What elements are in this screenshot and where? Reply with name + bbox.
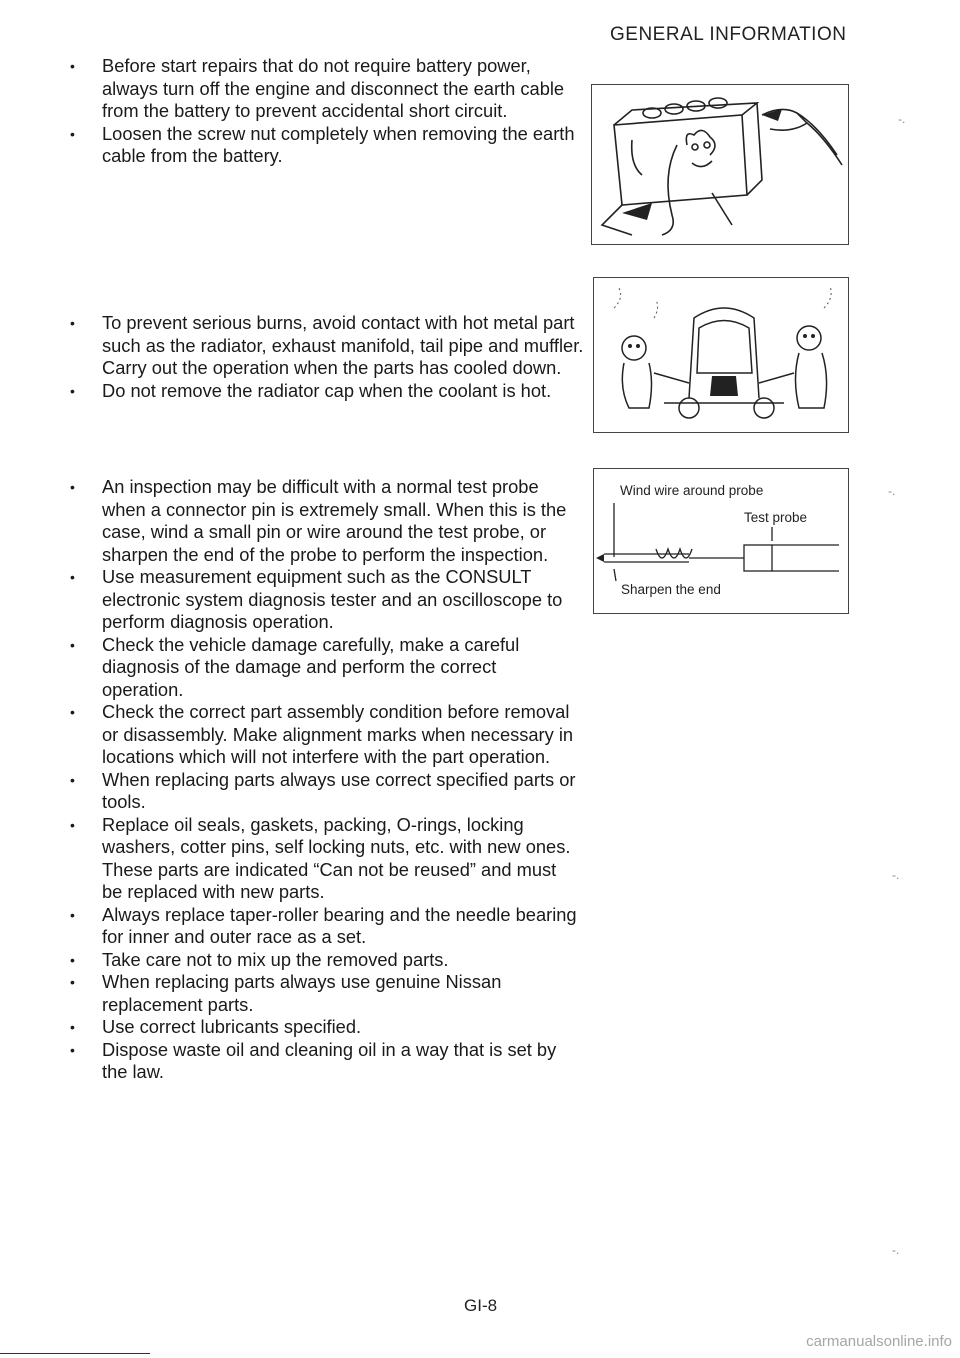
battery-bullet-list <box>70 55 580 168</box>
test-probe-label: Test probe <box>744 510 808 525</box>
list-item: • Take care not to mix up the removed parts. <box>70 949 580 972</box>
battery-illustration <box>592 85 848 244</box>
list-item: • Check the vehicle damage carefully, make a careful diagnosis of the damage and perform the correct operation. <box>70 634 580 702</box>
page-header-title: GENERAL INFORMATION <box>610 24 847 45</box>
list-item: • Before start repairs that do not require battery power, always turn off the engine and disconnect the earth cable from the battery to prevent accidental short circuit. <box>70 55 580 123</box>
margin-mark: -. <box>888 484 896 498</box>
list-item: • Use measurement equipment such as the CONSULT electronic system diagnosis tester and an oscilloscope to perform diagnosis operation. <box>70 566 580 634</box>
watermark: carmanualsonline.info <box>806 1333 952 1350</box>
list-item: • To prevent serious burns, avoid contact with hot metal part such as the radiator, exhaust manifold, tail pipe and muffler. Carry out the operation when the parts has cooled down. <box>70 312 600 380</box>
margin-mark: -. <box>898 112 906 126</box>
test-probe-figure <box>593 468 849 614</box>
sharpen-end-label: Sharpen the end <box>621 582 721 597</box>
list-item: • Always replace taper-roller bearing and the needle bearing for inner and outer race as a set. <box>70 904 580 949</box>
page-number: GI-8 <box>464 1296 498 1315</box>
list-item: • Dispose waste oil and cleaning oil in a way that is set by the law. <box>70 1039 580 1084</box>
margin-mark: -. <box>892 868 900 882</box>
list-item: • When replacing parts always use correct specified parts or tools. <box>70 769 580 814</box>
list-item: • Replace oil seals, gaskets, packing, O-rings, locking washers, cotter pins, self locking nuts, etc. with new ones. These parts are indicated “Can not be reused” and must be replaced with new parts. <box>70 814 580 904</box>
list-item: • Do not remove the radiator cap when the coolant is hot. <box>70 380 600 403</box>
hot-parts-bullet-list <box>70 312 600 402</box>
mechanics-illustration <box>594 278 848 432</box>
list-item: • Check the correct part assembly condition before removal or disassembly. Make alignment marks when necessary in locations which will not interfere with the part operation. <box>70 701 580 769</box>
list-item: • When replacing parts always use genuine Nissan replacement parts. <box>70 971 580 1016</box>
hot-engine-figure <box>593 277 849 433</box>
wind-wire-label: Wind wire around probe <box>620 483 764 498</box>
inspection-bullet-list <box>70 476 580 1084</box>
battery-disconnect-figure <box>591 84 849 245</box>
list-item: • Loosen the screw nut completely when removing the earth cable from the battery. <box>70 123 580 168</box>
list-item: • Use correct lubricants specified. <box>70 1016 580 1039</box>
margin-mark: -. <box>892 1243 900 1257</box>
footer-divider <box>0 1353 150 1354</box>
list-item: • An inspection may be difficult with a normal test probe when a connector pin is extremely small. When this is the case, wind a small pin or wire around the test probe, or sharpen the end of the probe to perform the inspection. <box>70 476 580 566</box>
